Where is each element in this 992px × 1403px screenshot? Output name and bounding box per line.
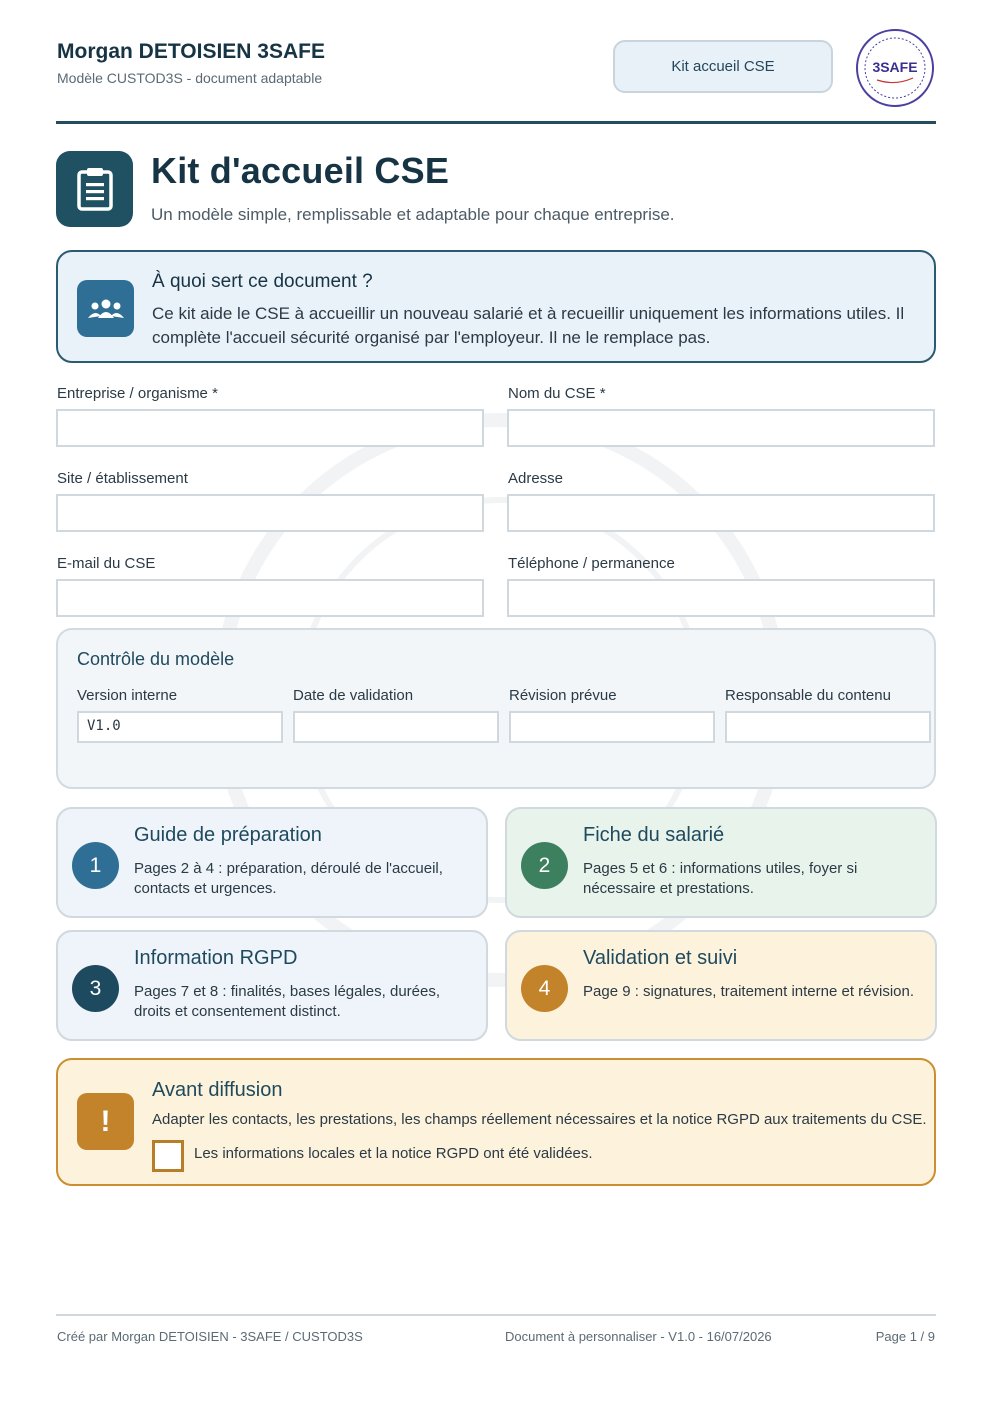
validation-checkbox-label: Les informations locales et la notice RGPD ont été validées.: [194, 1145, 593, 1162]
control-title: Contrôle du modèle: [77, 649, 235, 669]
page-number: Page 1 / 9: [875, 1329, 935, 1344]
email-label: E-mail du CSE: [57, 555, 156, 572]
warning-title: Avant diffusion: [152, 1079, 283, 1101]
card-title: Guide de préparation: [134, 824, 322, 846]
purpose-text: Ce kit aide le CSE à accueillir un nouveau salarié et à recueillir uniquement les informations utiles. Il complète l'accueil sécurité organisé par l'employeur. Il ne le remplace pas.: [152, 304, 905, 347]
phone-field[interactable]: [507, 579, 935, 617]
svg-text:3SAFE: 3SAFE: [872, 59, 918, 75]
section-card-validation: [505, 930, 937, 1041]
section-card-employee: [505, 807, 937, 918]
footer-credit: Créé par Morgan DETOISIEN - 3SAFE / CUSTOD3S: [57, 1329, 363, 1344]
card-description: Pages 7 et 8 : finalités, bases légales, durées, droits et consentement distinct.: [134, 983, 441, 1020]
team-icon: [77, 280, 134, 337]
card-description: Pages 5 et 6 : informations utiles, foyer si nécessaire et prestations.: [583, 860, 858, 897]
owner-field[interactable]: [725, 711, 931, 743]
card-title: Fiche du salarié: [583, 824, 725, 846]
revision-label: Révision prévue: [509, 687, 617, 704]
card-description: Page 9 : signatures, traitement interne et révision.: [583, 983, 915, 1000]
address-field[interactable]: [507, 494, 935, 532]
section-card-guide: [56, 807, 488, 918]
card-description: Pages 2 à 4 : préparation, déroulé de l'accueil, contacts et urgences.: [134, 860, 443, 897]
version-field[interactable]: V1.0: [77, 711, 283, 743]
cse-name-field[interactable]: [507, 409, 935, 447]
kit-badge: Kit accueil CSE: [613, 40, 833, 93]
address-label: Adresse: [508, 470, 564, 487]
author-name: Morgan DETOISIEN 3SAFE: [57, 40, 325, 63]
section-card-rgpd: [56, 930, 488, 1041]
clipboard-icon: [56, 151, 133, 227]
version-label: Version interne: [77, 687, 178, 704]
page-subtitle: Un modèle simple, remplissable et adaptable pour chaque entreprise.: [151, 205, 675, 224]
card-title: Validation et suivi: [583, 947, 738, 969]
step-number-badge: 3: [72, 965, 119, 1012]
footer-version: Document à personnaliser - V1.0 - 16/07/2026: [505, 1329, 772, 1344]
company-label: Entreprise / organisme *: [57, 385, 218, 402]
model-control-box: [56, 628, 936, 789]
card-title: Information RGPD: [134, 947, 298, 969]
step-number-badge: 4: [521, 965, 568, 1012]
cse-name-label: Nom du CSE *: [508, 385, 606, 402]
footer-divider: [56, 1314, 936, 1316]
site-field[interactable]: [56, 494, 484, 532]
company-logo: [855, 28, 935, 108]
validation-date-field[interactable]: [293, 711, 499, 743]
exclamation-icon: !: [77, 1093, 134, 1150]
owner-label: Responsable du contenu: [725, 687, 891, 704]
warning-text: Adapter les contacts, les prestations, les champs réellement nécessaires et la notice RGPD aux traitements du CSE.: [152, 1111, 927, 1128]
phone-label: Téléphone / permanence: [508, 555, 675, 572]
header-divider: [56, 121, 936, 124]
site-label: Site / établissement: [57, 470, 188, 487]
before-distribution-box: [56, 1058, 936, 1186]
revision-field[interactable]: [509, 711, 715, 743]
purpose-title: À quoi sert ce document ?: [152, 271, 373, 292]
company-field[interactable]: [56, 409, 484, 447]
email-field[interactable]: [56, 579, 484, 617]
validation-date-label: Date de validation: [293, 687, 414, 704]
validation-checkbox[interactable]: [152, 1140, 184, 1172]
step-number-badge: 2: [521, 842, 568, 889]
purpose-box: [56, 250, 936, 363]
page-title: Kit d'accueil CSE: [151, 150, 450, 191]
page-header: [57, 38, 937, 124]
header-subtitle: Modèle CUSTOD3S - document adaptable: [57, 70, 323, 86]
step-number-badge: 1: [72, 842, 119, 889]
